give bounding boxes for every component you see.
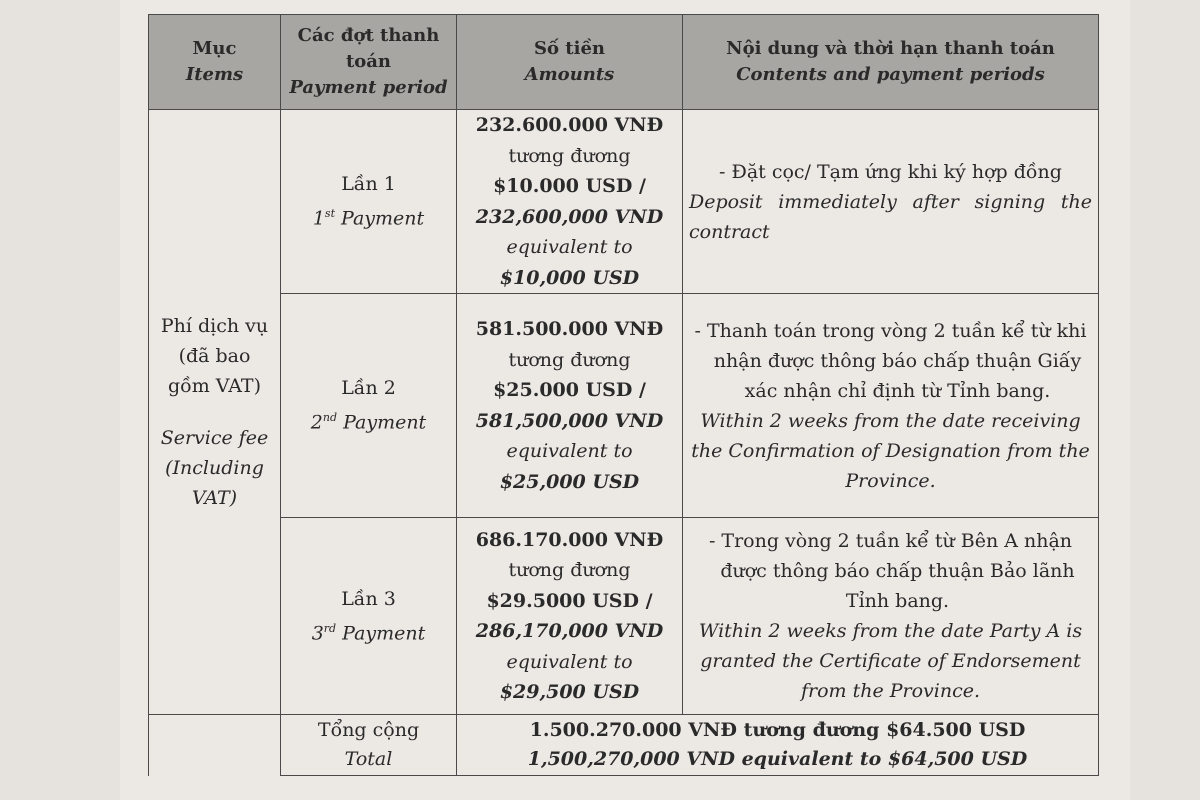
- content-cell: [683, 110, 1099, 294]
- header-contents: [683, 15, 1099, 110]
- amount-vnd-en: 232,600,000 VND: [475, 205, 664, 228]
- content-vi: - Đặt cọc/ Tạm ứng khi ký hợp đồng: [719, 160, 1062, 183]
- period-cell: [281, 110, 457, 294]
- equivalent-vi: tương đương: [508, 559, 631, 581]
- header-amounts: [457, 15, 683, 110]
- period-cell: [281, 518, 457, 715]
- table-row: [149, 110, 1099, 294]
- amount-cell: [457, 294, 683, 518]
- amount-vnd: 232.600.000 VNĐ: [475, 114, 664, 136]
- content-en: Deposit immediately after signing the contract: [689, 190, 1092, 243]
- header-contents-en: Contents and payment periods: [736, 64, 1045, 85]
- header-contents-vi: Nội dung và thời hạn thanh toán: [726, 38, 1055, 59]
- amount-usd-en: $10,000 USD: [499, 266, 640, 289]
- content-en: Within 2 weeks from the date receiving the Confirmation of Designation from the Province.: [691, 409, 1090, 492]
- total-row: [149, 715, 1099, 776]
- period-vi: Lần 3: [341, 587, 396, 610]
- header-amounts-vi: Số tiền: [534, 38, 605, 59]
- item-label-vi: Phí dịch vụ (đã bao gồm VAT): [160, 315, 269, 397]
- period-vi: Lần 2: [341, 377, 396, 400]
- amount-usd: $29.5000 USD /: [486, 589, 653, 612]
- table-row: [149, 294, 1099, 518]
- header-period: [281, 15, 457, 110]
- header-period-vi: Các đợt thanh toán: [297, 25, 440, 72]
- content-cell: [683, 518, 1099, 715]
- content-vi: - Thanh toán trong vòng 2 tuần kể từ khi nhận được thông báo chấp thuận Giấy xác nhận chỉ định từ Tỉnh bang.: [694, 319, 1087, 402]
- content-vi: - Trong vòng 2 tuần kể từ Bên A nhận được thông báo chấp thuận Bảo lãnh Tỉnh bang.: [708, 530, 1075, 612]
- amount-vnd-en: 286,170,000 VND: [475, 620, 664, 642]
- total-amount-cell: [457, 715, 1099, 776]
- total-amount-vi: 1.500.270.000 VNĐ tương đương $64.500 USD: [529, 719, 1026, 741]
- equivalent-en: equivalent to: [506, 650, 633, 673]
- equivalent-en: equivalent to: [506, 440, 633, 462]
- content-cell: [683, 294, 1099, 518]
- period-en: 2nd Payment: [310, 411, 427, 434]
- table-header-row: [149, 15, 1099, 110]
- total-empty-cell: [149, 715, 281, 776]
- period-cell: [281, 294, 457, 518]
- amount-usd: $25.000 USD /: [493, 379, 646, 401]
- header-amounts-en: Amounts: [524, 64, 615, 85]
- equivalent-vi: tương đương: [508, 348, 631, 371]
- equivalent-en: equivalent to: [506, 236, 633, 258]
- period-en: 3rd Payment: [311, 621, 426, 645]
- total-label-cell: [281, 715, 457, 776]
- amount-vnd: 581.500.000 VNĐ: [475, 318, 664, 340]
- table-row: [149, 518, 1099, 715]
- header-items: [149, 15, 281, 110]
- amount-cell: [457, 518, 683, 715]
- period-en: 1st Payment: [312, 207, 425, 230]
- item-label-en: Service fee (Including VAT): [160, 427, 269, 509]
- amount-usd-en: $25,000 USD: [499, 470, 640, 493]
- amount-vnd: 686.170.000 VNĐ: [475, 528, 664, 551]
- item-cell: [149, 110, 281, 715]
- amount-usd-en: $29,500 USD: [499, 681, 640, 703]
- period-vi: Lần 1: [341, 173, 396, 196]
- amount-cell: [457, 110, 683, 294]
- header-items-vi: Mục: [192, 38, 237, 59]
- amount-usd: $10.000 USD /: [493, 175, 646, 197]
- payment-schedule-table: [148, 14, 1099, 776]
- total-label-en: Total: [344, 748, 393, 770]
- total-label-vi: Tổng cộng: [317, 719, 420, 741]
- header-period-en: Payment period: [289, 77, 448, 98]
- content-en: Within 2 weeks from the date Party A is granted the Certificate of Endorsement from the Province.: [698, 620, 1083, 702]
- amount-vnd-en: 581,500,000 VND: [475, 409, 664, 432]
- header-items-en: Items: [185, 64, 244, 85]
- total-amount-en: 1,500,270,000 VND equivalent to $64,500 USD: [527, 748, 1028, 770]
- equivalent-vi: tương đương: [508, 144, 631, 167]
